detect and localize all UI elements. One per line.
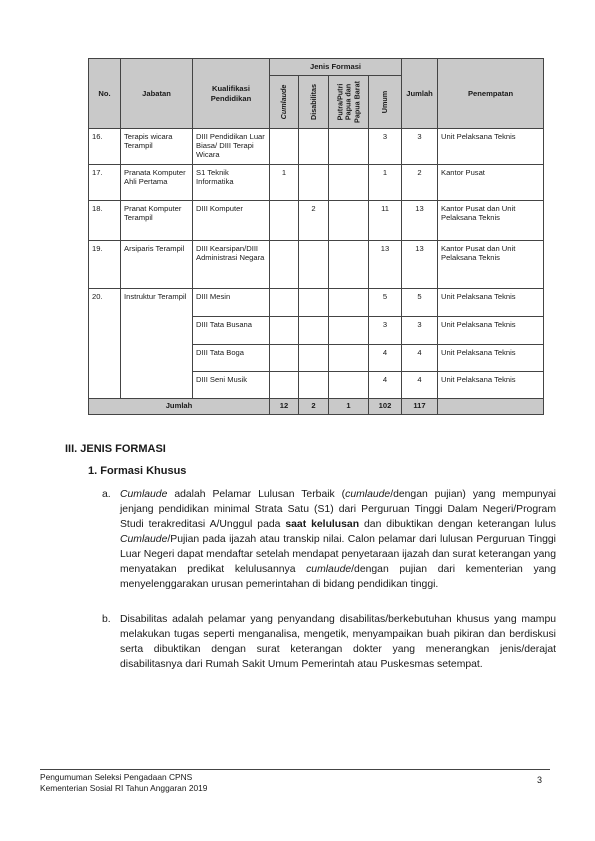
cell-disabilitas	[299, 129, 329, 165]
cell-jabatan: Instruktur Terampil	[121, 289, 193, 399]
cell-disabilitas	[299, 345, 329, 372]
cell-no: 16.	[89, 129, 121, 165]
text: /dengan pujian) yang mempunyai jenjang pendidikan minimal Strata Satu (S1) dari Perguruan Tinggi Dalam Negeri/Program Studi terakreditasi A/Unggul pada	[120, 489, 556, 530]
header-papua-line3: Papua Barat	[351, 81, 361, 123]
subsection-heading: 1. Formasi Khusus	[88, 465, 187, 477]
text: adalah Pelamar Lulusan Terbaik (	[167, 489, 346, 500]
cell-jumlah: 4	[402, 372, 438, 399]
header-papua-line2: Papua dan	[343, 83, 353, 121]
cell-kualifikasi: DIII Pendidikan Luar Biasa/ DIII Terapi Wicara	[193, 129, 270, 165]
cell-umum: 3	[369, 317, 402, 345]
cell-jabatan: Terapis wicara Terampil	[121, 129, 193, 165]
total-jumlah: 117	[402, 399, 438, 415]
cell-disabilitas	[299, 317, 329, 345]
header-cumlaude-label: Cumlaude	[278, 84, 288, 120]
table-row	[89, 165, 544, 201]
cell-no: 17.	[89, 165, 121, 201]
cell-penempatan: Unit Pelaksana Teknis	[438, 129, 544, 165]
cell-kualifikasi: S1 Teknik Informatika	[193, 165, 270, 201]
cell-papua	[329, 165, 369, 201]
total-cumlaude: 12	[270, 399, 299, 415]
cell-cumlaude	[270, 241, 299, 289]
footer-line2: Kementerian Sosial RI Tahun Anggaran 2019	[40, 782, 208, 793]
table-row	[89, 201, 544, 241]
cell-papua	[329, 241, 369, 289]
paragraph-label: a.	[102, 489, 111, 500]
cell-cumlaude	[270, 289, 299, 317]
cell-cumlaude: 1	[270, 165, 299, 201]
cell-papua	[329, 289, 369, 317]
cell-disabilitas: 2	[299, 201, 329, 241]
header-no: No.	[89, 59, 121, 129]
term-cumlaude: Cumlaude	[120, 489, 168, 500]
total-empty	[438, 399, 544, 415]
cell-umum: 3	[369, 129, 402, 165]
header-kualifikasi: Kualifikasi Pendidikan	[193, 59, 270, 129]
cell-jumlah: 3	[402, 317, 438, 345]
emphasis-saat-kelulusan: saat kelulusan	[285, 519, 360, 530]
header-jabatan: Jabatan	[121, 59, 193, 129]
cell-penempatan: Kantor Pusat dan Unit Pelaksana Teknis	[438, 241, 544, 289]
cell-jumlah: 13	[402, 241, 438, 289]
cell-papua	[329, 372, 369, 399]
cell-disabilitas	[299, 165, 329, 201]
cell-umum: 4	[369, 345, 402, 372]
table-row	[89, 289, 544, 317]
header-umum	[369, 76, 402, 129]
cell-penempatan: Unit Pelaksana Teknis	[438, 317, 544, 345]
header-jumlah: Jumlah	[402, 59, 438, 129]
cell-jumlah: 3	[402, 129, 438, 165]
cell-umum: 5	[369, 289, 402, 317]
formasi-table	[88, 58, 544, 415]
text: dan dibuktikan dengan keterangan lulus	[359, 519, 556, 530]
table-row	[89, 129, 544, 165]
cell-no: 18.	[89, 201, 121, 241]
paragraph-disabilitas	[102, 612, 556, 672]
cell-penempatan: Unit Pelaksana Teknis	[438, 372, 544, 399]
table-row	[89, 241, 544, 289]
paragraph-label: b.	[102, 614, 111, 625]
cell-umum: 4	[369, 372, 402, 399]
cell-umum: 11	[369, 201, 402, 241]
cell-jumlah: 2	[402, 165, 438, 201]
header-disabilitas-label: Disabilitas	[308, 84, 318, 120]
cell-kualifikasi: DIII Seni Musik	[193, 372, 270, 399]
cell-papua	[329, 345, 369, 372]
cell-no: 20.	[89, 289, 121, 399]
section-heading: III. JENIS FORMASI	[65, 443, 166, 455]
footer	[40, 772, 207, 793]
text: Disabilitas adalah pelamar yang penyandang disabilitas/berkebutuhan khusus yang mampu melakukan tugas seperti menganalisa, mengetik, menyampaikan buah pikiran dan berdiskusi serta dibuktikan dengan surat keterangan dokter yang menerangkan jenis/derajat disabilitasnya dari Rumah Sakit Umum Pemerintah atau Puskesmas setempat.	[120, 614, 556, 670]
cell-umum: 1	[369, 165, 402, 201]
header-penempatan: Penempatan	[438, 59, 544, 129]
header-papua	[329, 76, 369, 129]
cell-kualifikasi: DIII Mesin	[193, 289, 270, 317]
cell-cumlaude	[270, 372, 299, 399]
cell-cumlaude	[270, 129, 299, 165]
page-number: 3	[537, 775, 543, 785]
cell-kualifikasi: DIII Tata Busana	[193, 317, 270, 345]
cell-papua	[329, 129, 369, 165]
cell-disabilitas	[299, 241, 329, 289]
cell-disabilitas	[299, 289, 329, 317]
term-cumlaude: Cumlaude	[120, 534, 168, 545]
header-disabilitas	[299, 76, 329, 129]
header-papua-line1: Putra/Putri	[335, 83, 345, 121]
cell-jabatan: Pranata Komputer Ahli Pertama	[121, 165, 193, 201]
cell-kualifikasi: DIII Tata Boga	[193, 345, 270, 372]
cell-kualifikasi: DIII Komputer	[193, 201, 270, 241]
cell-penempatan: Unit Pelaksana Teknis	[438, 289, 544, 317]
footer-divider	[40, 769, 550, 770]
cell-jabatan: Arsiparis Terampil	[121, 241, 193, 289]
cell-jumlah: 13	[402, 201, 438, 241]
cell-umum: 13	[369, 241, 402, 289]
cell-cumlaude	[270, 345, 299, 372]
cell-papua	[329, 317, 369, 345]
total-label: Jumlah	[89, 399, 270, 415]
cell-disabilitas	[299, 372, 329, 399]
cell-penempatan: Kantor Pusat	[438, 165, 544, 201]
cell-cumlaude	[270, 201, 299, 241]
cell-jumlah: 5	[402, 289, 438, 317]
cell-papua	[329, 201, 369, 241]
total-disabilitas: 2	[299, 399, 329, 415]
total-umum: 102	[369, 399, 402, 415]
text: /Pujian pada ijazah atau transkip nilai. Calon pelamar dari lulusan Perguruan Tinggi Luar Negeri dapat mendaftar setelah mendapat penyetaraan ijazah dan surat keterangan yang menyatakan predikat kelulusannya	[120, 534, 556, 575]
cell-jumlah: 4	[402, 345, 438, 372]
term-cumlaude: cumlaude	[306, 564, 352, 575]
header-papua-label	[336, 81, 361, 123]
header-umum-label: Umum	[379, 90, 389, 114]
text: /dengan pujian dari kementerian yang menyelenggarakan urusan pemerintahan di bidang pendidikan tinggi.	[120, 564, 556, 590]
footer-line1: Pengumuman Seleksi Pengadaan CPNS	[40, 772, 193, 782]
cell-no: 19.	[89, 241, 121, 289]
cell-kualifikasi: DIII Kearsipan/DIII Administrasi Negara	[193, 241, 270, 289]
cell-cumlaude	[270, 317, 299, 345]
header-jenis-formasi: Jenis Formasi	[270, 59, 402, 76]
cell-jabatan: Pranat Komputer Terampil	[121, 201, 193, 241]
paragraph-cumlaude	[102, 487, 556, 592]
term-cumlaude: cumlaude	[345, 489, 391, 500]
cell-penempatan: Unit Pelaksana Teknis	[438, 345, 544, 372]
total-row	[89, 399, 544, 415]
header-cumlaude	[270, 76, 299, 129]
cell-penempatan: Kantor Pusat dan Unit Pelaksana Teknis	[438, 201, 544, 241]
total-papua: 1	[329, 399, 369, 415]
